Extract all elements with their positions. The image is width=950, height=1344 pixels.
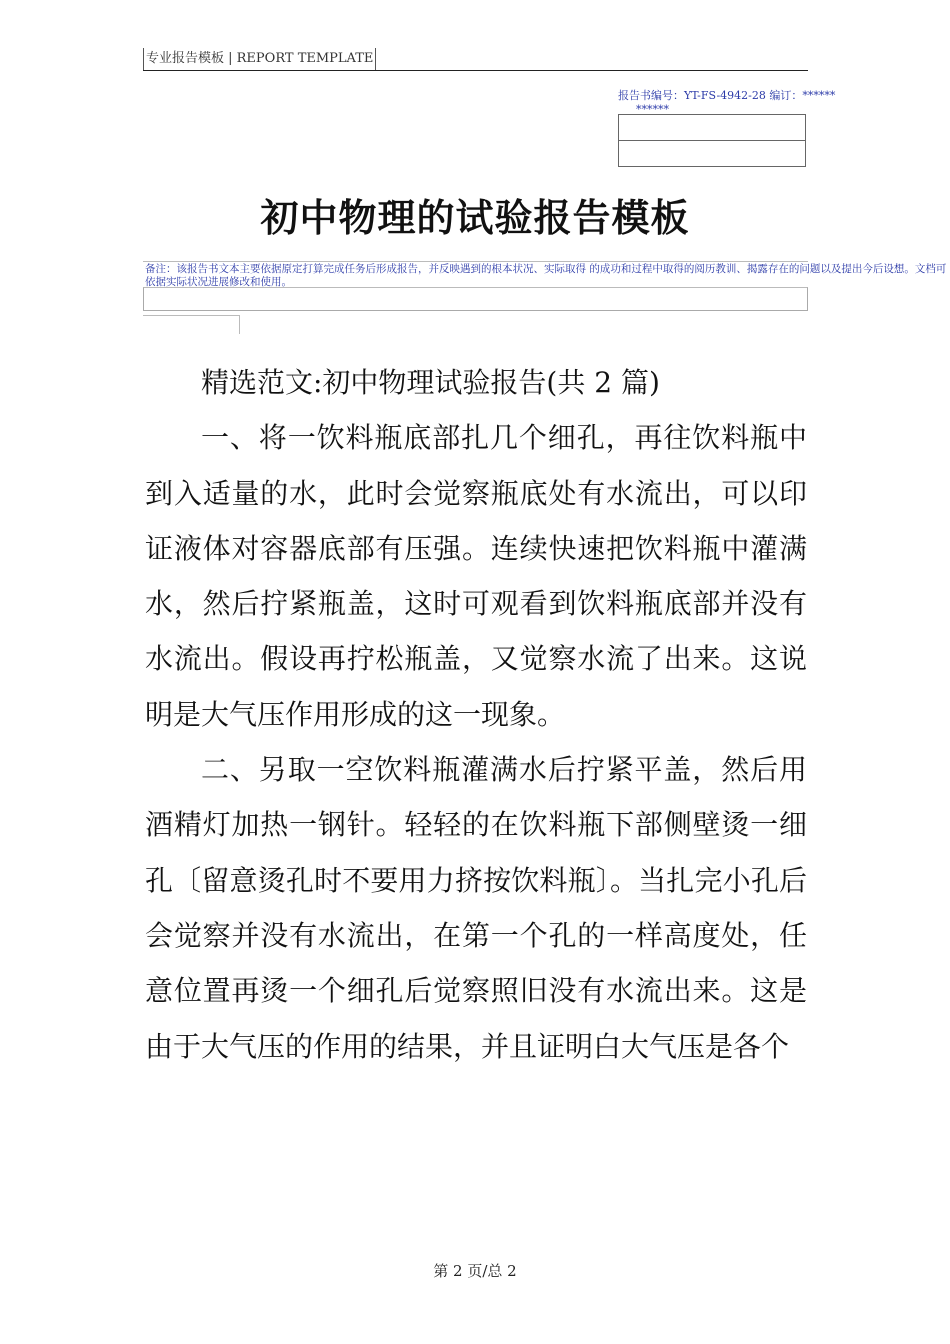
- body-paragraph: 精选范文:初中物理试验报告(共 2 篇): [201, 366, 660, 399]
- body-paragraph: 二、另取一空饮料瓶灌满水后拧紧平盖，然后用酒精灯加热一钢针。轻轻的在饮料瓶下部侧壁烫一细孔〔留意烫孔时不要用力挤按饮料瓶〕。当扎完小孔后会觉察并没有水流出，在第一个孔的一样高度处，任意位置再烫一个细孔后觉察照旧没有水流出来。这是由于大气压的作用的结果，并且证明白大气压是各个: [145, 753, 807, 1063]
- page-footer: 第 2 页/总 2: [433, 1262, 517, 1280]
- header-divider: [143, 70, 808, 71]
- body-paragraph: 一、将一饮料瓶底部扎几个细孔，再往饮料瓶中到入适量的水，此时会觉察瓶底处有水流出，可以印证液体对容器底部有压强。连续快速把饮料瓶中灌满水，然后拧紧瓶盖，这时可观看到饮料瓶底部并没有水流出。假设再拧松瓶盖，又觉察水流了出来。这说明是大气压作用形成的这一现象。: [145, 421, 807, 731]
- report-number-value: YT-FS-4942-28: [684, 89, 766, 102]
- revision-continuation: ******: [636, 103, 669, 116]
- document-title: 初中物理的试验报告模板: [260, 195, 690, 241]
- report-box-right-border: [805, 114, 806, 166]
- document-note: 备注：该报告书文本主要依据原定打算完成任务后形成报告，并反映遇到的根本状况、实际取得 的成功和过程中取得的阅历教训、揭露存在的问题以及提出今后设想。文档可依据实际状况进展修改和使用。: [145, 263, 947, 288]
- report-number: [618, 89, 835, 102]
- revision-label: 编订：: [769, 89, 803, 102]
- document-body: [145, 355, 807, 1074]
- revision-value: ******: [802, 89, 836, 102]
- report-box-line: [618, 166, 806, 167]
- note-box: [143, 287, 808, 311]
- report-box-line: [618, 140, 806, 141]
- report-box-left-border: [618, 114, 619, 166]
- report-number-label: 报告书编号：: [618, 89, 684, 102]
- note-divider: [143, 261, 808, 262]
- header-label: 专业报告模板 | REPORT TEMPLATE: [143, 48, 376, 70]
- small-box: [143, 315, 240, 334]
